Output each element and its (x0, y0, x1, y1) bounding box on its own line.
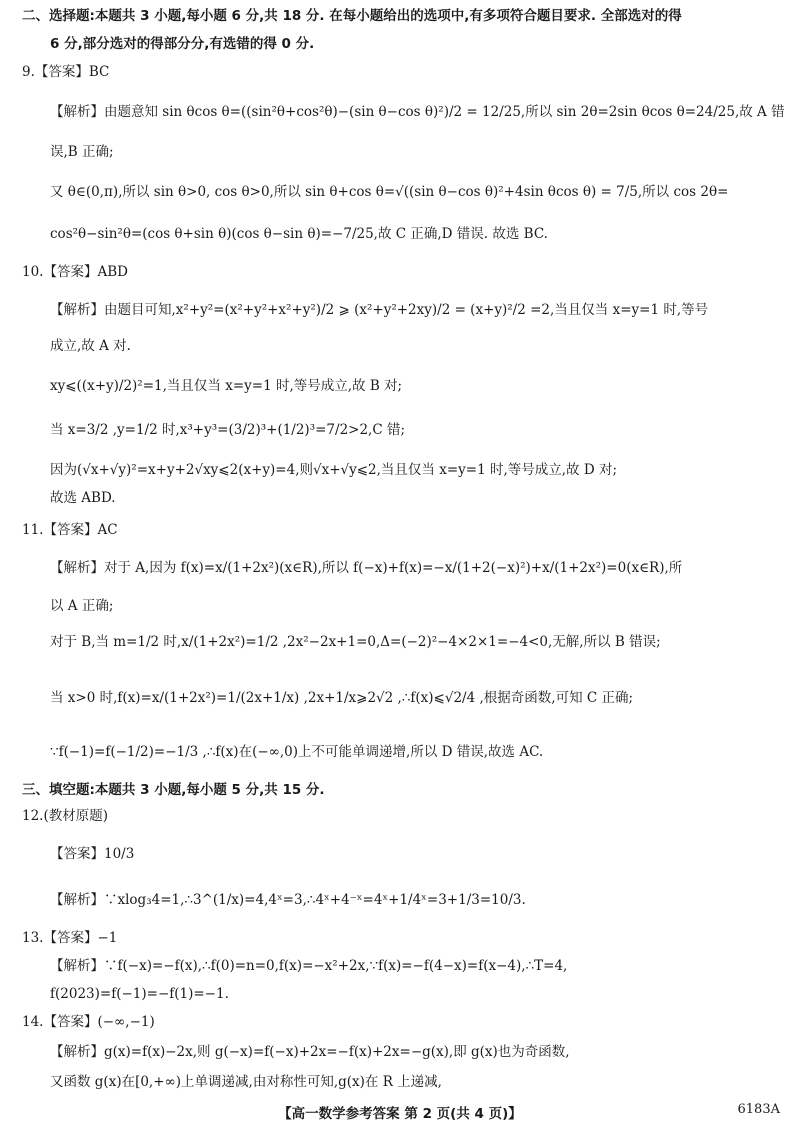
q13-analysis-line1: 【解析】∵f(−x)=−f(x),∴f(0)=n=0,f(x)=−x²+2x,∵f(x)=−f(4−x)=f(x−4),∴T=4, (50, 958, 568, 974)
q11-analysis-line3: 对于 B,当 m=1/2 时,x/(1+2x²)=1/2 ,2x²−2x+1=0,Δ=(−2)²−4×2×1=−4<0,无解,所以 B 错误; (50, 634, 661, 650)
q10-answer: 10.【答案】ABD (22, 264, 128, 280)
q10-analysis-line5: 因为(√x+√y)²=x+y+2√xy⩽2(x+y)=4,则√x+√y⩽2,当且仅当 x=y=1 时,等号成立,故 D 对; (50, 462, 618, 478)
q9-analysis-line3: 又 θ∈(0,π),所以 sin θ>0, cos θ>0,所以 sin θ+cos θ=√((sin θ−cos θ)²+4sin θcos θ) = 7/5,所以 cos 2θ= (50, 184, 729, 200)
q13-answer: 13.【答案】−1 (22, 930, 118, 946)
q9-analysis-line4: cos²θ−sin²θ=(cos θ+sin θ)(cos θ−sin θ)=−7/25,故 C 正确,D 错误. 故选 BC. (50, 226, 548, 242)
q11-analysis-line1: 【解析】对于 A,因为 f(x)=x/(1+2x²)(x∈R),所以 f(−x)+f(x)=−x/(1+2(−x)²)+x/(1+2x²)=0(x∈R),所 (50, 560, 683, 576)
q12-heading: 12.(教材原题) (22, 808, 109, 824)
section2-heading-cont: 6 分,部分选对的得部分分,有选错的得 0 分. (50, 36, 315, 52)
q12-analysis-line1: 【解析】∵xlog₃4=1,∴3^(1/x)=4,4ˣ=3,∴4ˣ+4⁻ˣ=4ˣ+1/4ˣ=3+1/3=10/3. (50, 892, 526, 908)
q9-answer: 9.【答案】BC (22, 64, 110, 80)
q12-answer: 【答案】10/3 (50, 846, 135, 862)
footer-code: 6183A (737, 1102, 780, 1117)
q10-analysis-line1: 【解析】由题目可知,x²+y²=(x²+y²+x²+y²)/2 ⩾ (x²+y²+2xy)/2 = (x+y)²/2 =2,当且仅当 x=y=1 时,等号 (50, 302, 709, 318)
page-footer (0, 1102, 800, 1122)
q11-analysis-line2: 以 A 正确; (50, 598, 114, 614)
q9-analysis-line1: 【解析】由题意知 sin θcos θ=((sin²θ+cos²θ)−(sin θ−cos θ)²)/2 = 12/25,所以 sin 2θ=2sin θcos θ=24/25,故 A 错 (50, 104, 785, 120)
q10-analysis-line4: 当 x=3/2 ,y=1/2 时,x³+y³=(3/2)³+(1/2)³=7/2>2,C 错; (50, 422, 406, 438)
q11-answer: 11.【答案】AC (22, 522, 118, 538)
q10-analysis-line2: 成立,故 A 对. (50, 338, 131, 354)
q9-analysis-line2: 误,B 正确; (50, 144, 114, 160)
footer-page-label: 【高一数学参考答案 第 2 页(共 4 页)】 (278, 1106, 522, 1122)
section2-heading: 二、选择题:本题共 3 小题,每小题 6 分,共 18 分. 在每小题给出的选项中,有多项符合题目要求. 全部选对的得 (22, 8, 682, 24)
q10-analysis-line3: xy⩽((x+y)/2)²=1,当且仅当 x=y=1 时,等号成立,故 B 对; (50, 378, 403, 394)
q11-analysis-line5: ∵f(−1)=f(−1/2)=−1/3 ,∴f(x)在(−∞,0)上不可能单调递增,所以 D 错误,故选 AC. (50, 744, 544, 760)
q10-analysis-line6: 故选 ABD. (50, 490, 116, 506)
q13-analysis-line2: f(2023)=f(−1)=−f(1)=−1. (50, 986, 229, 1002)
q11-analysis-line4: 当 x>0 时,f(x)=x/(1+2x²)=1/(2x+1/x) ,2x+1/x⩾2√2 ,∴f(x)⩽√2/4 ,根据奇函数,可知 C 正确; (50, 690, 634, 706)
section3-heading: 三、填空题:本题共 3 小题,每小题 5 分,共 15 分. (22, 782, 325, 798)
q14-analysis-line2: 又函数 g(x)在[0,+∞)上单调递减,由对称性可知,g(x)在 R 上递减, (50, 1074, 442, 1090)
q14-analysis-line1: 【解析】g(x)=f(x)−2x,则 g(−x)=f(−x)+2x=−f(x)+2x=−g(x),即 g(x)也为奇函数, (50, 1044, 570, 1060)
q14-answer: 14.【答案】(−∞,−1) (22, 1014, 155, 1030)
